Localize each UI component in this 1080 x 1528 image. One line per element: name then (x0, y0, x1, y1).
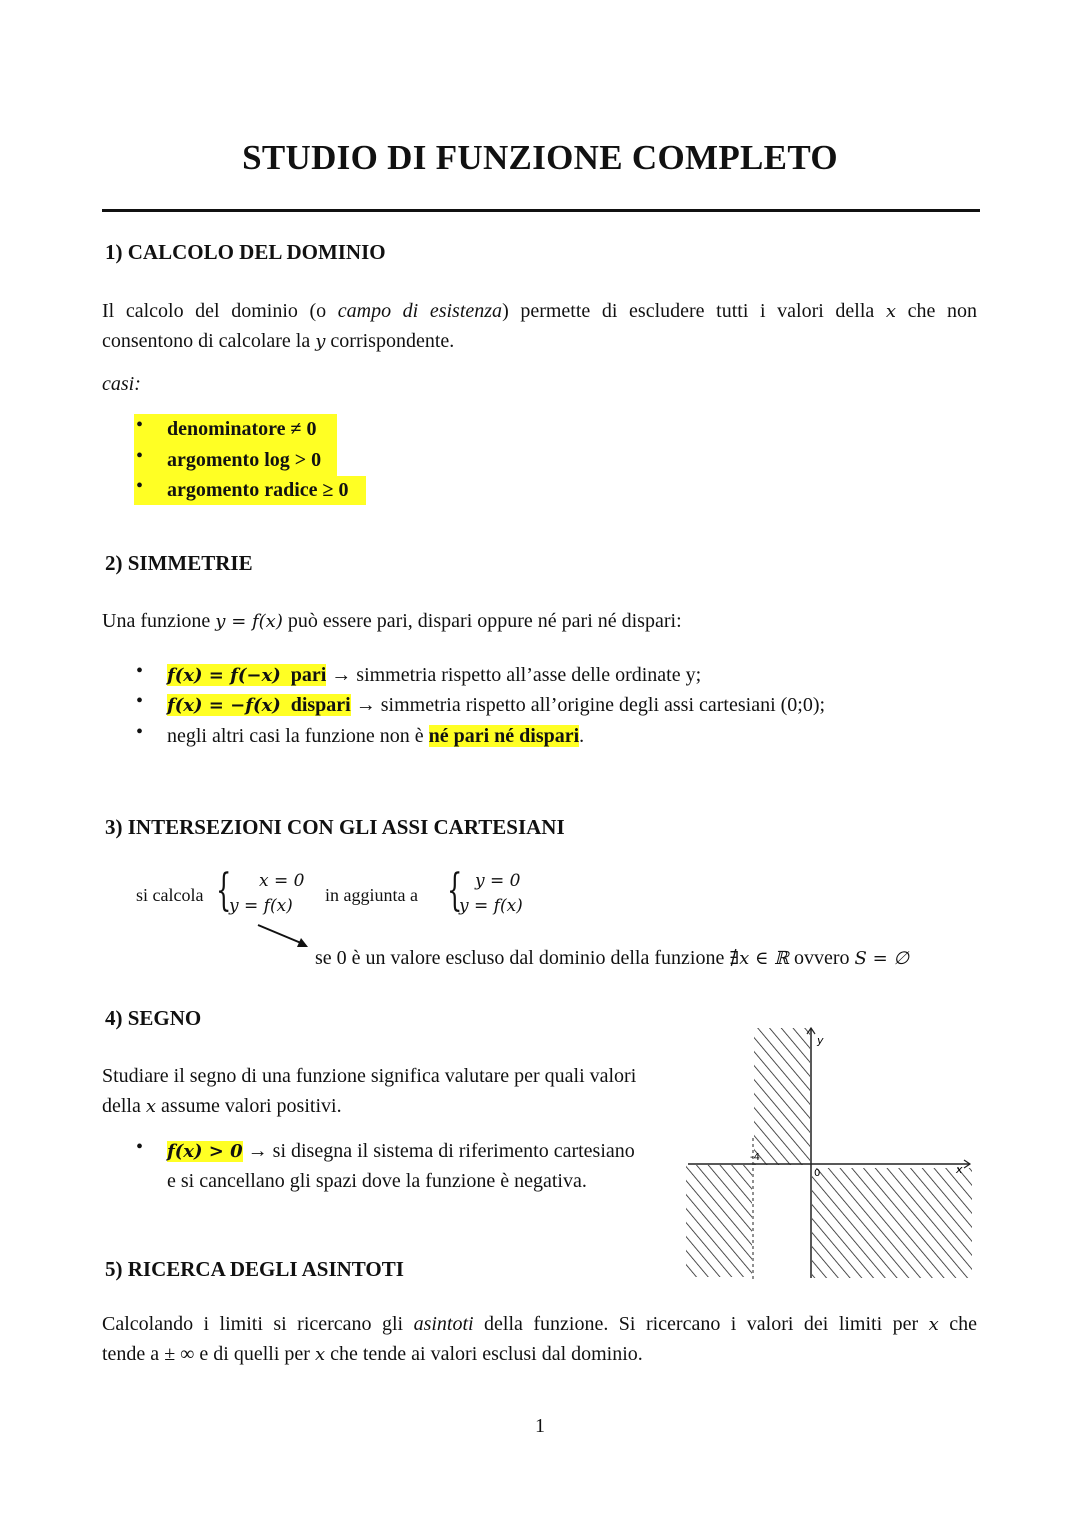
section2-intro: Una funzione y = f(x) può essere pari, dispari oppure né pari né dispari: (102, 610, 682, 632)
bullet: • (136, 721, 144, 743)
hatched-region-upper-left (754, 1028, 810, 1165)
section1-heading: 1) CALCOLO DEL DOMINIO (105, 240, 386, 264)
sign-sketch (680, 1020, 980, 1285)
arrow-icon (255, 920, 315, 952)
section4-paragraph-line2: della x assume valori positivi. (102, 1095, 342, 1117)
case-item: argomento radice ≥ 0 (167, 479, 349, 501)
section1-paragraph-line1: Il calcolo del dominio (o campo di esistenza) permette di escludere tutti i valori della x che non (102, 300, 977, 322)
x-axis-label: x (956, 1163, 963, 1176)
left-brace: { (216, 865, 232, 916)
section1-paragraph-line2: consentono di calcolare la y corrispondente. (102, 330, 455, 352)
hatched-region-lower-right (812, 1168, 972, 1278)
bullet: • (136, 475, 144, 497)
page-number: 1 (535, 1415, 545, 1437)
bullet: • (136, 660, 144, 682)
hatched-region-lower-left (686, 1165, 752, 1277)
page-title: STUDIO DI FUNZIONE COMPLETO (242, 138, 838, 177)
section5-paragraph-line1: Calcolando i limiti si ricercano gli asintoti della funzione. Si ricercano i valori dei limiti per x che (102, 1313, 977, 1335)
cases-label: casi: (102, 373, 141, 395)
bullet: • (136, 1136, 144, 1158)
section2-heading: 2) SIMMETRIE (105, 551, 253, 575)
si-calcola-label: si calcola (136, 885, 204, 905)
title-divider (102, 209, 980, 212)
section5-heading: 5) RICERCA DEGLI ASINTOTI (105, 1257, 404, 1281)
y-axis-label: y (817, 1034, 824, 1047)
sign-item-line2: e si cancellano gli spazi dove la funzione è negativa. (167, 1170, 587, 1192)
system2-line1: y = 0 (475, 871, 521, 891)
bullet: • (136, 690, 144, 712)
bullet: • (136, 445, 144, 467)
section4-paragraph-line1: Studiare il segno di una funzione significa valutare per quali valori (102, 1065, 637, 1087)
section4-heading: 4) SEGNO (105, 1006, 202, 1030)
sign-item-line1: f(x) > 0 → si disegna il sistema di riferimento cartesiano (167, 1140, 635, 1162)
symmetry-item-neither: negli altri casi la funzione non è né pari né dispari. (167, 725, 585, 747)
excluded-zero-note: se 0 è un valore escluso dal dominio della funzione ∄x ∈ ℝ ovvero S = ∅ (315, 947, 910, 969)
in-aggiunta-label: in aggiunta a (325, 885, 418, 905)
origin-label: 0 (814, 1168, 821, 1179)
section5-paragraph-line2: tende a ± ∞ e di quelli per x che tende ai valori esclusi dal dominio. (102, 1343, 643, 1365)
left-brace: { (447, 865, 463, 916)
system2-line2: y = f(x) (459, 896, 523, 916)
symmetry-item-even: f(x) = f(−x) pari → simmetria rispetto all’asse delle ordinate y; (167, 664, 702, 686)
case-item: argomento log > 0 (167, 449, 322, 471)
symmetry-item-odd: f(x) = −f(x) dispari → simmetria rispetto all’origine degli assi cartesiani (0;0); (167, 694, 826, 716)
system1-line2: y = f(x) (229, 896, 293, 916)
bullet: • (136, 414, 144, 436)
system1-line1: x = 0 (259, 871, 305, 891)
section3-heading: 3) INTERSEZIONI CON GLI ASSI CARTESIANI (105, 815, 565, 839)
minus-four-label: -4 (750, 1152, 760, 1163)
case-item: denominatore ≠ 0 (167, 418, 317, 440)
